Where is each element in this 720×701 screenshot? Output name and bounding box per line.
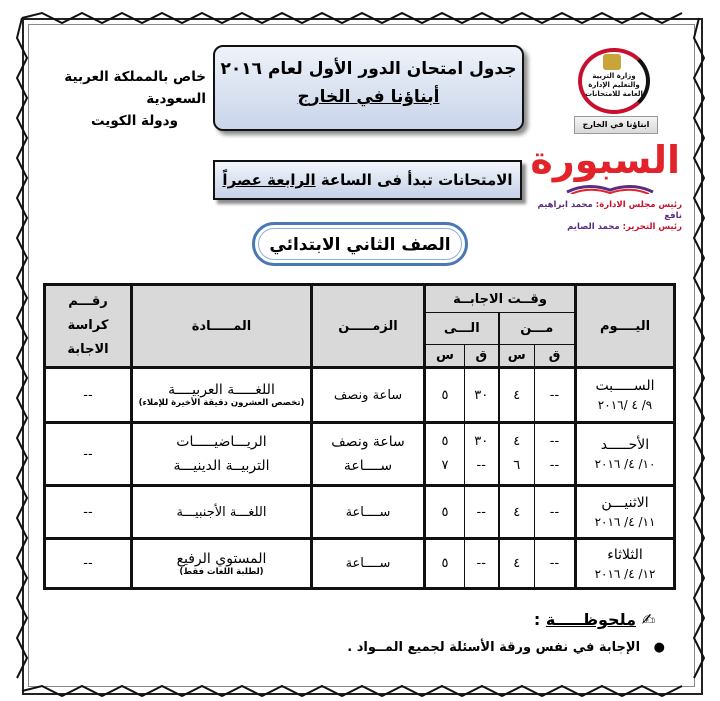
header-from-q: ق xyxy=(535,345,576,368)
sabora-brand xyxy=(530,136,682,232)
credit2-value: محمد الصايم xyxy=(567,222,620,232)
booklet-number: -- xyxy=(45,368,132,423)
start-time-prefix: الامتحانات تبدأ فى الساعة xyxy=(320,171,513,189)
header-duration: الزمـــــن xyxy=(312,285,425,368)
to-q: -- xyxy=(465,486,499,539)
table-row xyxy=(45,423,675,486)
subject-note: (لطلبة اللغات فقط) xyxy=(179,566,264,577)
logo-caption: ابناؤنا في الخارج xyxy=(574,116,658,134)
exam-subtitle: أبناؤنا في الخارج xyxy=(297,87,440,107)
start-time-emphasis: الرابعة عصراً xyxy=(222,171,316,189)
subject-note: (تخصص العشرون دقيقة الأخيرة للإملاء) xyxy=(138,398,305,408)
from-q: -- xyxy=(535,486,576,539)
note-heading xyxy=(480,610,655,629)
from-q: -- xyxy=(535,539,576,589)
header-booklet-line1: رقـــم xyxy=(68,294,108,309)
header-answer-time: وقــت الاجابــة xyxy=(425,285,576,313)
to-q: ٣٠ xyxy=(465,368,499,423)
day-date: ١٢/ ٤/ ٢٠١٦ xyxy=(594,566,656,581)
region-note-line1: خاص بالمملكة العربية السعودية xyxy=(64,69,206,107)
sabora-logo-text: السبورة xyxy=(530,138,680,182)
sabora-credits xyxy=(532,200,682,233)
to-q: -- xyxy=(476,458,486,473)
header-booklet xyxy=(45,285,132,368)
bullet-icon: ● xyxy=(644,640,665,655)
booklet-number: -- xyxy=(45,423,132,486)
to-s: ٥ xyxy=(425,486,465,539)
start-time-box xyxy=(213,160,522,200)
day-name: الســـــبت xyxy=(595,378,655,394)
note-list-item xyxy=(300,640,665,655)
header-booklet-line2: كراسة xyxy=(67,318,109,333)
from-q: -- xyxy=(549,434,560,449)
from-q-cell xyxy=(535,423,576,486)
day-cell xyxy=(576,368,675,423)
region-note-line2: ودولة الكويت xyxy=(90,113,178,129)
booklet-number: -- xyxy=(45,539,132,589)
to-s: ٧ xyxy=(441,458,449,473)
day-date: ٩/ ٤ /٢٠١٦ xyxy=(597,398,653,412)
note-title: ملحوظـــــة xyxy=(545,610,637,629)
border-zigzag xyxy=(22,13,682,23)
booklet-number: -- xyxy=(45,486,132,539)
border-zigzag xyxy=(17,18,27,678)
subject-name: المستوي الرفيع xyxy=(176,550,267,567)
subject-name: التربيــة الدينيـــة xyxy=(173,458,270,474)
to-q: ٣٠ xyxy=(474,434,489,449)
border-zigzag xyxy=(694,18,704,678)
to-s: ٥ xyxy=(425,368,465,423)
subject-name: اللغـــة الأجنبيـــة xyxy=(132,486,312,539)
day-date: ١١/ ٤/ ٢٠١٦ xyxy=(594,515,656,529)
duration: ساعة ونصف xyxy=(331,434,405,450)
header-to-s: س xyxy=(425,345,465,368)
from-s: ٦ xyxy=(513,458,521,473)
duration: ســــاعة xyxy=(343,458,393,474)
ministry-logo xyxy=(570,48,660,136)
subject-name: الريـــاضيـــــات xyxy=(176,434,267,450)
to-s-cell xyxy=(425,423,465,486)
header-from-s: س xyxy=(499,345,535,368)
day-cell xyxy=(576,423,675,486)
table-row xyxy=(45,486,675,539)
header-to-q: ق xyxy=(465,345,499,368)
subject-cell xyxy=(132,368,312,423)
duration: ســــاعة xyxy=(312,539,425,589)
credit2-label: رئيس التحرير: xyxy=(622,222,682,232)
subject-cell xyxy=(132,423,312,486)
grade-pill xyxy=(252,222,468,266)
note-colon: : xyxy=(533,610,541,629)
day-cell xyxy=(576,539,675,589)
schedule-table xyxy=(43,283,676,590)
from-s-cell xyxy=(499,423,535,486)
eagle-emblem-icon xyxy=(603,54,621,70)
region-note xyxy=(28,66,206,132)
duration-cell xyxy=(312,423,425,486)
border-zigzag xyxy=(22,686,682,696)
day-name: الأحـــــد xyxy=(600,437,650,453)
pen-write-icon: ✍ xyxy=(641,610,655,629)
grade-label: الصف الثاني الابتدائي xyxy=(258,228,462,260)
header-day: اليــــوم xyxy=(576,285,675,368)
from-q: -- xyxy=(549,458,560,473)
from-q: -- xyxy=(535,368,576,423)
header-booklet-line3: الاجابة xyxy=(67,342,109,357)
from-s: ٤ xyxy=(513,434,521,449)
subject-cell xyxy=(132,539,312,589)
to-s: ٥ xyxy=(425,539,465,589)
from-s: ٤ xyxy=(499,539,535,589)
credit1-value: محمد ابراهيم نافع xyxy=(537,200,682,221)
table-row xyxy=(45,368,675,423)
credit1-label: رئيس مجلس الادارة: xyxy=(595,200,682,210)
from-s: ٤ xyxy=(499,486,535,539)
day-cell xyxy=(576,486,675,539)
exam-title: جدول امتحان الدور الأول لعام ٢٠١٦ xyxy=(220,59,517,79)
header-from: مـــن xyxy=(499,313,576,345)
day-date: ١٠/ ٤/ ٢٠١٦ xyxy=(594,457,656,471)
to-s: ٥ xyxy=(441,434,449,449)
day-name: الاثنيـــن xyxy=(601,495,649,511)
to-q-cell xyxy=(465,423,499,486)
table-row xyxy=(45,539,675,589)
from-s: ٤ xyxy=(499,368,535,423)
header-subject: المـــــادة xyxy=(132,285,312,368)
day-name: الثلاثاء xyxy=(607,546,643,563)
title-box xyxy=(213,45,524,131)
duration: ساعة ونصف xyxy=(312,368,425,423)
open-book-icon xyxy=(565,182,655,194)
logo-text: وزارة التربية والتعليم الإدارة العامة للامتحانات xyxy=(585,72,643,98)
note-text: الإجابة في نفس ورقة الأسئلة لجميع المــواد . xyxy=(347,640,641,655)
subject-name: اللغـــــة العربيــــة xyxy=(168,382,275,398)
to-q: -- xyxy=(465,539,499,589)
header-to: الـــى xyxy=(425,313,499,345)
duration: ســــاعة xyxy=(312,486,425,539)
